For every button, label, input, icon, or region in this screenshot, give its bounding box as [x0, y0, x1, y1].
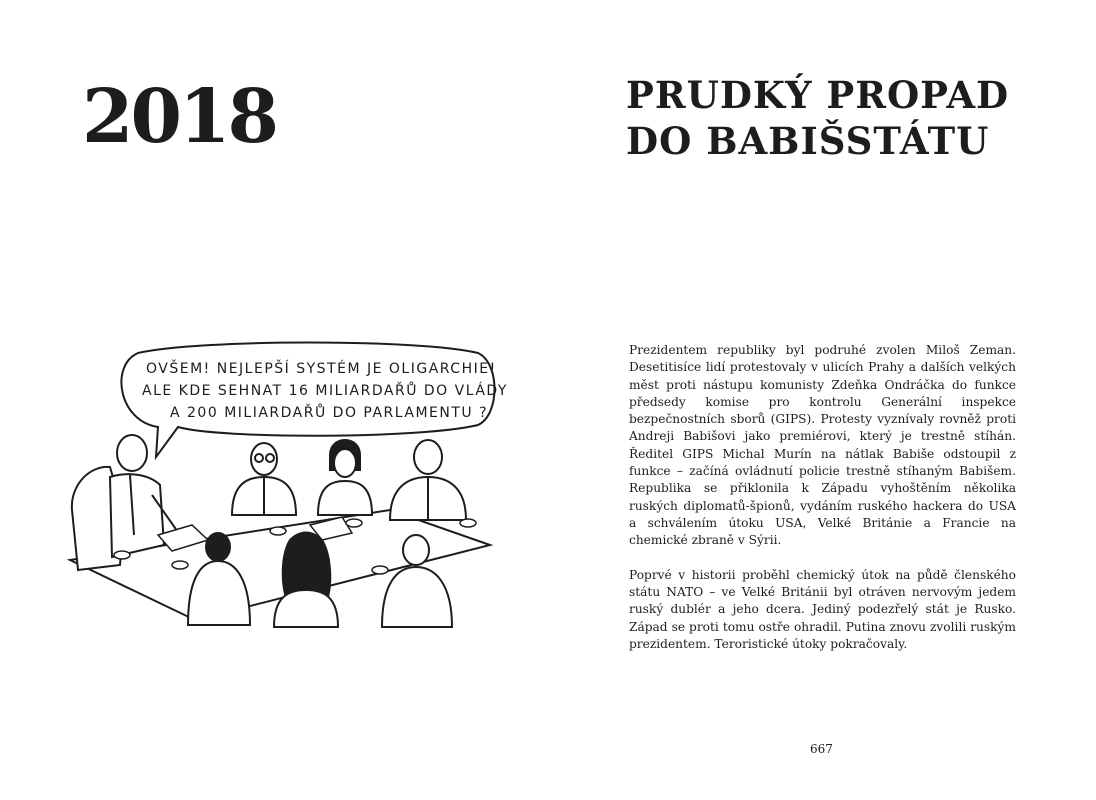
chapter-title-line-1: PRUDKÝ PROPAD [626, 73, 1010, 117]
speech-bubble [121, 343, 494, 458]
cartoon-illustration [60, 335, 510, 635]
chapter-title-line-2: DO BABIŠSTÁTU [626, 119, 990, 163]
man-with-glasses-figure [232, 443, 296, 515]
page-number: 667 [810, 742, 833, 756]
paragraph-2: Poprvé v historii proběhl chemický útok na půdě členského státu NATO – ve Velké Británii byl otráven nervovým jedem ruský dublér a jeho dcera. Jediný podezřelý stát je Rusko. Západ se proti tomu ostře ohradil. Putina znovu zvolili ruským prezidentem. Teroristické útoky pokračovaly. [629, 567, 1016, 652]
woman-figure [318, 440, 372, 515]
chapter-title [626, 72, 1009, 164]
body-text [629, 342, 1016, 671]
man-right-figure [390, 440, 466, 520]
front-row-figures [188, 533, 452, 628]
paragraph-1: Prezidentem republiky byl podruhé zvolen Miloš Zeman. Desetitisíce lidí protestovaly v ulicích Prahy a dalších velkých měst proti nástupu komunisty Zdeňka Ondráčka do funkce předsedy komise pro kontrolu Generální inspekce bezpečnostních sborů (GIPS). Protesty vyznívaly rovněž proti Andreji Babišovi jako premiérovi, který je trestně stíhán. Ředitel GIPS Michal Murín na nátlak Babiše odstoupil z funkce – začíná ovládnutí policie trestně stíhaným Babišem. Republika se přiklonila k Západu vyhoštěním několika ruských diplomatů-špionů, vydáním ruského hackera do USA a schválením útoku USA, Velké Británie a Francie na chemické zbraně v Sýrii. [629, 343, 1016, 548]
speech-line-2: ALE KDE SEHNAT 16 MILIARDAŘŮ DO VLÁDY [142, 383, 508, 399]
speech-line-1: OVŠEM! NEJLEPŠÍ SYSTÉM JE OLIGARCHIE! [146, 361, 497, 377]
speech-line-3: A 200 MILIARDAŘŮ DO PARLAMENTU ? [170, 405, 489, 421]
year-heading: 2018 [82, 74, 276, 160]
